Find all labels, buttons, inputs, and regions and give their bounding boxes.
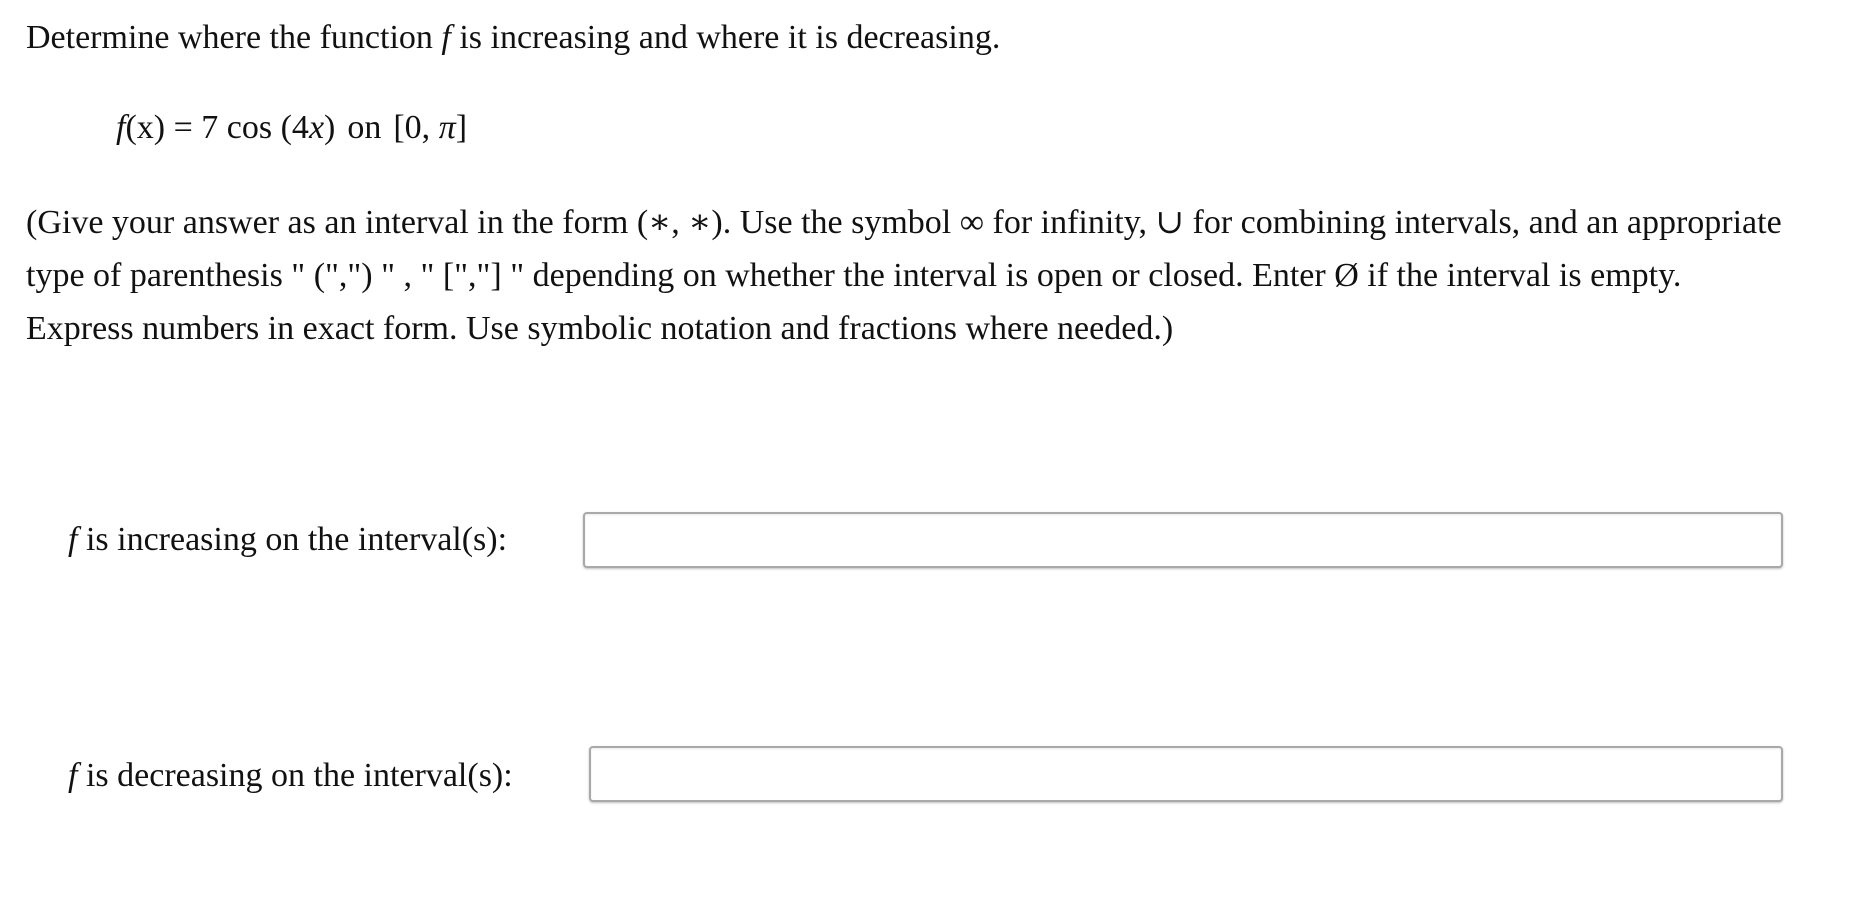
formula-eq: = 7 cos (4 [165,109,309,146]
formula-interval-open: [0, [393,109,439,146]
function-formula [116,108,467,148]
increasing-label [68,520,507,560]
prompt-text-after: is increasing and where it is decreasing. [450,19,1001,56]
decreasing-label [68,756,513,796]
instructions-line-1: (Give your answer as an interval in the form (∗, ∗). Use the symbol ∞ for infinity, ∪ for combining intervals, and an appropriate [26,204,1782,241]
increasing-interval-input[interactable] [583,512,1783,568]
increasing-label-text: is increasing on the interval(s): [77,521,508,558]
answer-instructions [26,196,1876,355]
formula-x: x [308,109,325,146]
formula-close: ) [324,109,336,146]
decreasing-label-text: is decreasing on the interval(s): [77,757,513,794]
prompt-text-before: Determine where the function [26,19,442,56]
instructions-line-2: type of parenthesis " (",") " , " [","] " depending on whether the interval is open or closed. Enter Ø if the interval is empty. [26,257,1682,294]
decreasing-interval-input[interactable] [589,746,1783,802]
formula-arg: (x) [125,109,166,146]
formula-f: f [116,109,126,146]
formula-interval-close: ] [455,109,468,146]
instructions-line-3: Express numbers in exact form. Use symbolic notation and fractions where needed.) [26,310,1174,347]
decreasing-label-var: f [68,757,78,794]
increasing-label-var: f [68,521,78,558]
formula-pi: π [438,109,456,146]
prompt-function-var: f [441,19,451,56]
formula-on: on [347,109,382,146]
question-prompt [26,18,1000,58]
